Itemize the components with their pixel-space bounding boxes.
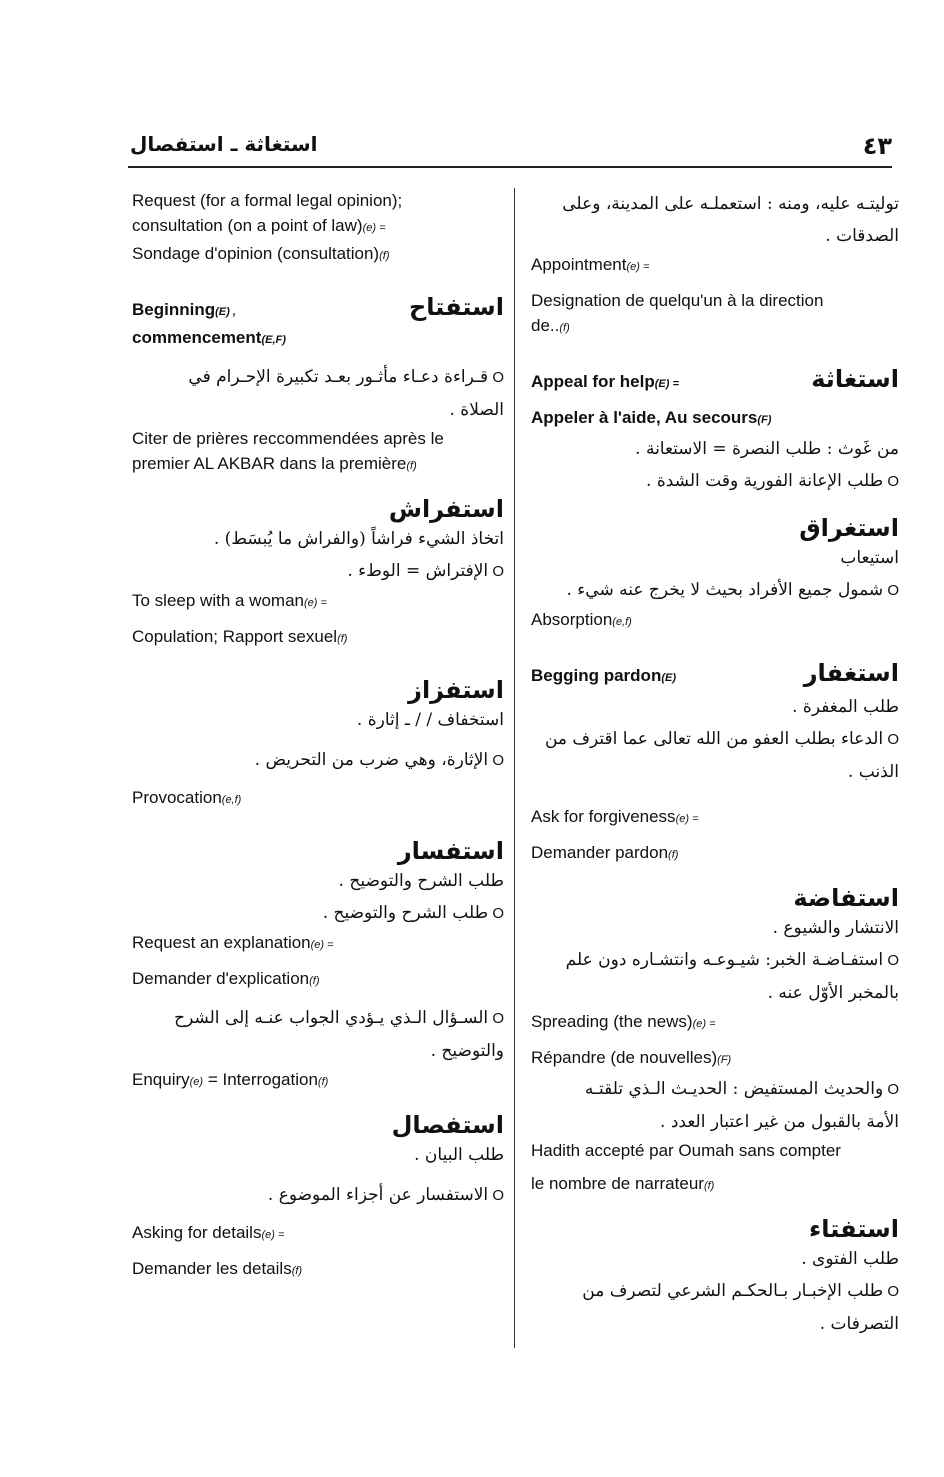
entry-istifada [531,884,899,1199]
headword: استفتاح [408,293,504,321]
arabic-definition: O الإفتراش = الوطء . [132,555,504,588]
french-definition: Répandre (de nouvelles)(F) [531,1048,732,1067]
arabic-definition: بالمخبر الأوّل عنه . [767,983,899,1003]
english-term: commencement(E,F) [132,328,286,347]
arabic-definition: طلب الفتوى . [801,1249,899,1269]
arabic-definition: توليتـه عليه، ومنه : استعملـه على المدينة، وعلى [562,194,899,214]
english-definition: To sleep with a woman(e) = [132,591,327,610]
headword: استفتاء [809,1215,899,1243]
french-definition: Designation de quelqu'un à la direction [531,291,824,310]
french-definition: de..(f) [531,316,570,335]
english-definition: Asking for details(e) = [132,1223,285,1242]
arabic-definition: O طلب الشرح والتوضيح . [132,897,504,930]
headword: استغاثة [811,365,899,393]
entry-continued [531,188,899,341]
english-term: Beginning(E) , [132,300,236,319]
entry-istighraq [531,514,899,635]
english-definition: Spreading (the news)(e) = [531,1012,716,1031]
arabic-definition: طلب المغفرة . [792,697,899,717]
french-definition: Copulation; Rapport sexuel(f) [132,627,348,646]
arabic-definition: O طلب الإخبـار بـالحكـم الشرعي لتصرف من [531,1275,899,1308]
page-number: ٤٣ [862,132,892,160]
english-definition: Request an explanation(e) = [132,933,334,952]
arabic-definition: الأمة بالقبول من غير اعتبار العدد . [660,1112,899,1132]
entry-istighatha [531,365,899,498]
headword: استغراق [799,514,899,542]
french-definition: Demander les details(f) [132,1259,303,1278]
english-term: Begging pardon(E) [531,666,676,685]
english-definition: Provocation(e,f) [132,788,242,807]
arabic-definition: اتخاذ الشيء فراشاً (والفراش ما يُبسَط) . [213,529,504,549]
headword: استفاضة [793,884,899,912]
arabic-definition: O شمول جميع الأفراد بحيث لا يخرج عنه شيء . [531,574,899,607]
french-definition: Citer de prières reccommendées après le [132,429,444,448]
french-definition: Demander d'explication(f) [132,969,320,988]
headword: استفراش [388,495,504,523]
english-definition: Ask for forgiveness(e) = [531,807,699,826]
arabic-definition: O السـؤال الـذي يـؤدي الجواب عنـه إلى الشرح [132,1002,504,1035]
entry-istifzaz [132,676,504,813]
french-term: Appeler à l'aide, Au secours(F) [531,408,772,427]
french-definition: Hadith accepté par Oumah sans compter [531,1141,841,1160]
arabic-definition: طلب البيان . [414,1145,504,1165]
english-definition: consultation (on a point of law)(e) = [132,216,386,235]
arabic-definition: الذنب . [847,762,899,782]
arabic-definition: O طلب الإعانة الفورية وقت الشدة . [531,465,899,498]
arabic-definition: O الإثارة، وهي ضرب من التحريض . [132,744,504,777]
arabic-definition: طلب الشرح والتوضيح . [338,871,504,891]
french-definition: Sondage d'opinion (consultation)(f) [132,244,390,263]
entry-continued [132,188,504,269]
english-definition: Appointment(e) = [531,255,650,274]
entry-istighfar [531,659,899,868]
running-title: استغاثة ـ استفصال [130,132,318,156]
headword: استفصال [391,1111,504,1139]
arabic-definition: الصدقات . [825,226,899,246]
arabic-definition: من غَوث : طلب النصرة = الاستعانة . [635,439,899,459]
page-header [128,132,892,166]
entry-istifsar [132,837,504,1095]
arabic-definition: O الدعاء بطلب العفو من الله تعالى عما اقترف من [531,723,899,756]
arabic-definition: والتوضيح . [430,1041,504,1061]
headword: استفزاز [408,676,504,704]
french-definition: Demander pardon(f) [531,843,679,862]
french-definition: Request (for a formal legal opinion); [132,191,403,210]
headword: استفسار [397,837,504,865]
arabic-definition: التصرفات . [819,1314,899,1334]
english-term: Appeal for help(E) = [531,372,679,391]
entry-istifta [531,1215,899,1340]
arabic-definition: الصلاة . [449,400,504,420]
headword: استغفار [803,659,899,687]
arabic-definition: O قـراءة دعـاء مأثـور بعـد تكبيرة الإحـرام في [132,361,504,394]
french-definition: premier AL AKBAR dans la première(f) [132,454,417,473]
english-definition: Absorption(e,f) [531,610,632,629]
french-definition: le nombre de narrateur(f) [531,1174,715,1193]
arabic-definition: استيعاب [840,548,899,568]
entry-istifrash [132,495,504,652]
arabic-definition: O استفـاضـة الخبر: شيـوعـه وانتشـاره دون علم [531,944,899,977]
english-definition: Enquiry(e) = Interrogation(f) [132,1070,329,1089]
right-column [531,188,899,1340]
left-column [132,188,504,1284]
entry-istifsal [132,1111,504,1284]
header-rule [128,166,892,168]
arabic-definition: O الاستفسار عن أجزاء الموضوع . [132,1179,504,1212]
column-divider [514,188,515,1348]
arabic-definition: الانتشار والشيوع . [772,918,899,938]
arabic-definition: O والحديث المستفيض : الحديـث الـذي تلقتـه [531,1073,899,1106]
entry-istiftah [132,293,504,479]
arabic-definition: استخفاف / / ـ إثارة . [356,710,504,730]
